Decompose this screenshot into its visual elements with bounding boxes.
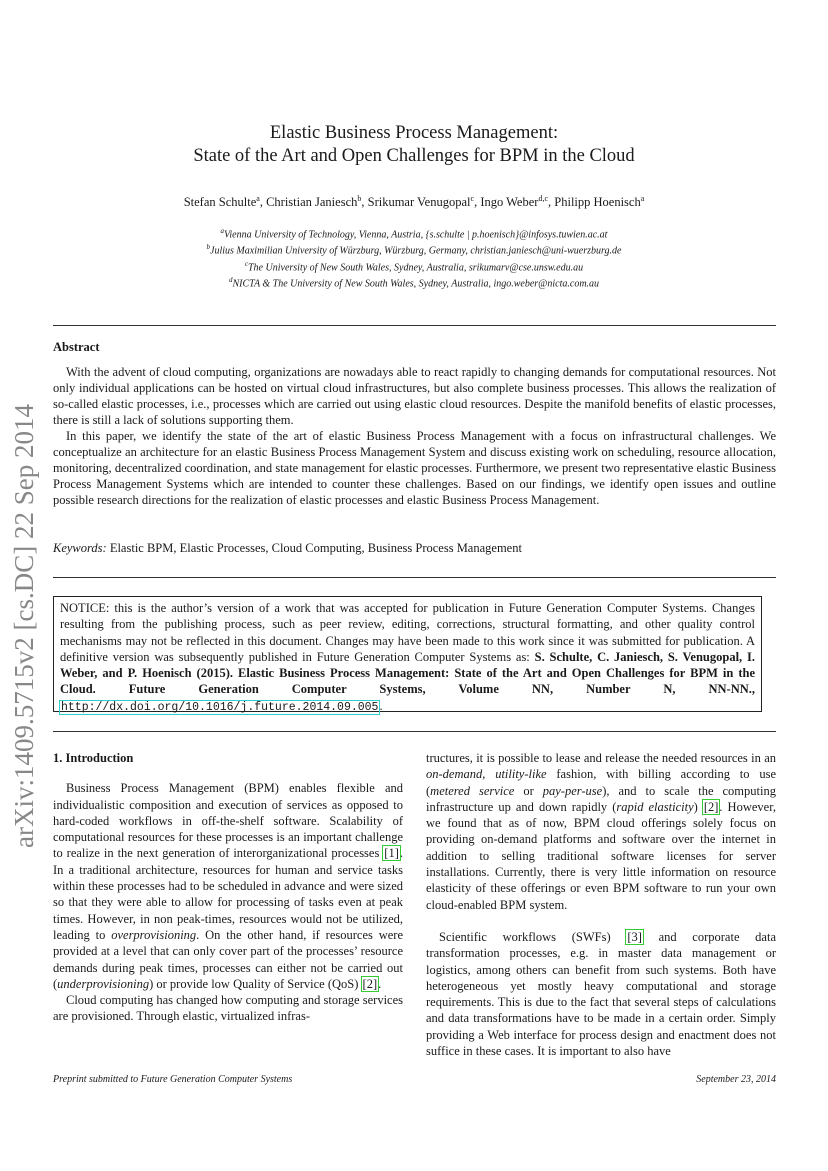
author-name: Stefan Schulte — [183, 195, 257, 210]
author-name: Ingo Weber — [480, 195, 539, 210]
title-line-1: Elastic Business Process Management: — [269, 123, 559, 143]
author-affiliation-mark: d,c — [538, 194, 549, 203]
emphasis: underprovisioning — [57, 976, 150, 991]
author-affiliation-mark: b — [357, 194, 362, 203]
left-column — [53, 750, 403, 1025]
citation-link[interactable]: [3] — [627, 929, 642, 944]
emphasis: on-demand, utility-like — [426, 767, 547, 782]
author-affiliation-mark: a — [256, 194, 260, 203]
affiliation: $^b$Julius Maximilian University of Würzburg, Würzburg, Germany, christian.janiesch@uni-wuerzburg.de — [206, 243, 622, 257]
arxiv-stamp: arXiv:1409.5715v2 [cs.DC] 22 Sep 2014 — [9, 404, 39, 848]
abstract-rule — [53, 577, 776, 578]
keywords-text: Elastic BPM, Elastic Processes, Cloud Computing, Business Process Management — [109, 541, 522, 555]
affiliation: $^c$The University of New South Wales, Sydney, Australia, srikumarv@cse.unsw.edu.au — [244, 259, 584, 273]
footer-right: September 23, 2014 — [696, 1074, 776, 1085]
author-name: Philipp Hoenisch — [554, 195, 641, 210]
emphasis: rapid elasticity — [616, 799, 694, 814]
header-rule — [53, 325, 776, 326]
author-name: Srikumar Venugopal — [367, 195, 471, 210]
keywords — [53, 541, 776, 556]
citation-link[interactable]: [2] — [703, 799, 719, 814]
section-heading: 1. Introduction — [53, 751, 134, 765]
citation-link[interactable]: [2] — [362, 976, 378, 991]
paper-title — [0, 122, 828, 168]
author-affiliation-mark: a — [640, 194, 645, 203]
body-paragraph: Cloud computing has changed how computing and storage services are provisioned. Through elastic, virtualized infras- — [53, 993, 403, 1024]
notice-text: NOTICE: this is the author’s version of a work that was accepted for publication in Future Generation Computer Systems. Changes resulting from the publishing process, such as peer review, editing, corrections, structural formatting, and other quality control mechanisms may not be reflected in this document. Changes may have been made to this work since it was submitted for publication. A definitive version was subsequently published in Future Generation Computer Systems as: — [60, 601, 755, 664]
keywords-label: Keywords: — [53, 541, 107, 555]
notice-citation: S. Schulte, C. Janiesch, S. Venugopal, I. Weber, and P. Hoenisch (2015). Elastic Business Process Management: State of the Art and Open Challenges for BPM in the Cloud. Future Generation Computer Systems, Volume NN, Number N, NN-NN., — [60, 649, 755, 697]
notice-rule — [53, 731, 776, 732]
affiliation: $^d$NICTA & The University of New South Wales, Sydney, Australia, ingo.weber@nicta.com.au — [228, 275, 600, 290]
author-affiliation-mark: c — [470, 194, 475, 203]
abstract-paragraph: With the advent of cloud computing, organizations are nowadays able to react rapidly to changing demands for computational resources. Not only individual applications can be hosted on virtual cloud infrastructures, but also complete business processes. This allows the realization of so-called elastic processes, i.e., processes which are carried out using elastic cloud resources. Despite the manifold benefits of elastic processes, there is still a lack of solutions supporting them. — [53, 365, 776, 427]
notice-box: NOTICE: this is the author’s version of a work that was accepted for publication in Future Generation Computer Systems. Changes resulting from the publishing process, such as peer review, editing, corrections, structural formatting, and other quality control mechanisms may not be reflected in this document. Changes may have been made to this work since it was submitted for publication. A definitive version was subsequently published in Future Generation Computer Systems as: S. Schulte, C. Janiesch, S. Venugopal, I. Weber, and P. Hoenisch (2015). Elastic Business Process Management: State of the Art and Open Challenges for BPM in the Cloud. Future Generation Computer Systems, Volume NN, Number N, NN-NN., http://dx.doi.org/10.1016/j.future.2014.09.005. — [53, 596, 762, 712]
footer-left: Preprint submitted to Future Generation Computer Systems — [53, 1074, 293, 1085]
author-list: Stefan Schulte$^a$, Christian Janiesch$^b$, Srikumar Venugopal$^c$, Ingo Weber$^{d,c}$, Philipp Hoenisch$^a$ — [183, 194, 645, 210]
title-line-2: State of the Art and Open Challenges for BPM in the Cloud — [193, 146, 635, 166]
emphasis: overprovisioning — [111, 927, 197, 942]
emphasis: metered service — [430, 783, 515, 798]
abstract-heading: Abstract — [53, 340, 100, 354]
body-paragraph: tructures, it is possible to lease and release the needed resources in an on-demand, utility-like fashion, with billing according to use (metered service or pay-per-use), and to scale the computing infrastructure up and down rapidly (rapid elasticity) [2]. However, we found that as of now, BPM cloud offerings solely focus on providing on-demand platforms and software over the internet in addition to selling traditional software licenses for server installations. Currently, there is very little information on resource elasticity of these offerings or even BPM software to run your own cloud-enabled BPM system. — [426, 751, 776, 912]
affiliation-list — [0, 225, 828, 290]
right-column — [426, 750, 776, 1059]
body-paragraph: Scientific workflows (SWFs) [3] and corporate data transformation processes, e.g. in master data management or logistics, among others can benefit from such systems. Both have heterogeneous yet mostly heavy computational and storage requirements. This is due to the fact that several steps of calculations and data transformations have to be made in a certain order. Simply providing a Web interface for process design and enactment does not suffice in these cases. It is important to also have — [426, 929, 776, 1059]
doi-link[interactable]: http://dx.doi.org/10.1016/j.future.2014.09.005 — [61, 700, 379, 714]
abstract-paragraph: In this paper, we identify the state of the art of elastic Business Process Management with a focus on infrastructural challenges. We conceptualize an architecture for an elastic Business Process Management System and discuss existing work on scheduling, resource allocation, monitoring, decentralized coordination, and state management for elastic processes. Furthermore, we present two representative elastic Business Process Management Systems which are intended to counter these challenges. Based on our findings, we identify open issues and outline possible research directions for the realization of elastic processes and elastic Business Process Management. — [53, 429, 776, 507]
citation-link[interactable]: [1] — [384, 846, 399, 861]
abstract-body — [53, 364, 776, 508]
author-name: Christian Janiesch — [266, 195, 358, 210]
affiliation: $^a$Vienna University of Technology, Vienna, Austria, {s.schulte | p.hoenisch}@infosys.tuwien.ac.at — [220, 227, 608, 241]
emphasis: pay-per-use — [542, 783, 603, 798]
body-paragraph: Business Process Management (BPM) enables flexible and individualistic composition and execution of services as opposed to hard-coded workflows in off-the-shelf software. Scalability of computational resources for these processes is an important challenge to realize in the next generation of interorganizational processes [1]. In a traditional architecture, resources for human and service tasks within these processes had to be scheduled in advance and were sized so that they were able to allow for processing of tasks even at peak times. However, in non peak-times, resources would not be utilized, leading to overprovisioning. On the other hand, if resources were provided at a level that can only cover part of the processes’ resource demands during peak times, processes can either not be carried out (underprovisioning) or provide low Quality of Service (QoS) [2]. — [53, 781, 404, 991]
